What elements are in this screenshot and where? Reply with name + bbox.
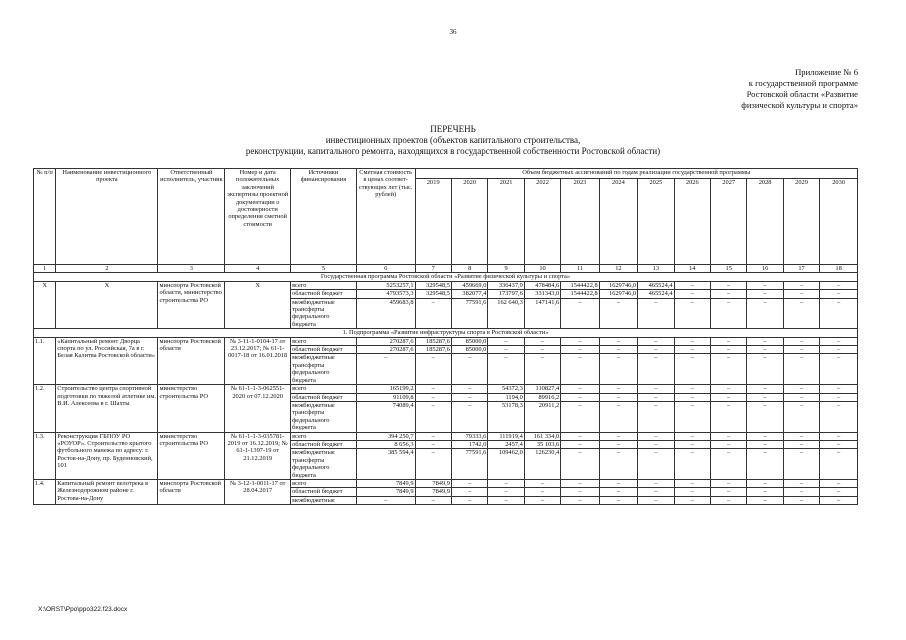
value-cell: – — [710, 432, 746, 440]
cost-cell: – — [356, 354, 415, 385]
expertise-conclusion: № 3-11-1-0104-17 от 23.12.2017; № 61-1-0017-18 от 16.01.2018 — [225, 337, 291, 384]
value-cell: 89916,2 — [524, 393, 560, 401]
value-cell: – — [488, 496, 524, 504]
table-row — [34, 432, 858, 440]
value-cell: – — [561, 449, 599, 480]
value-cell: – — [451, 354, 487, 385]
value-cell: – — [599, 393, 637, 401]
row-number: 1.3. — [34, 432, 56, 479]
funding-source: всего — [291, 337, 357, 345]
value-cell: – — [710, 281, 746, 289]
value-cell: – — [783, 496, 819, 504]
appendix-line: Приложение № 6 — [795, 67, 858, 77]
value-cell: – — [415, 449, 451, 480]
value-cell: – — [710, 354, 746, 385]
value-cell: – — [638, 298, 674, 329]
year-header: 2024 — [599, 179, 637, 265]
year-header: 2027 — [710, 179, 746, 265]
cost-cell: 7849,9 — [356, 479, 415, 487]
value-cell: – — [783, 281, 819, 289]
page-number: 36 — [449, 28, 457, 36]
cost-cell: 459683,8 — [356, 298, 415, 329]
value-cell: – — [747, 488, 783, 496]
value-cell: 79333,6 — [451, 432, 487, 440]
value-cell: 77591,6 — [451, 449, 487, 480]
cost-cell: 91109,8 — [356, 393, 415, 401]
file-path-footer: X:\ORST\Ppo\ppo322.f23.docx — [38, 606, 128, 613]
cost-cell: 394 250,7 — [356, 432, 415, 440]
expertise-conclusion: № 61-1-1-3-035781-2019 от 16.12.2019; № 61-1-1397-19 от 21.12.2019 — [225, 432, 291, 479]
value-cell: 110827,4 — [524, 385, 560, 393]
value-cell: – — [783, 290, 819, 298]
value-cell: 109462,0 — [488, 449, 524, 480]
value-cell: – — [674, 298, 710, 329]
value-cell: – — [747, 298, 783, 329]
value-cell: 329548,5 — [415, 290, 451, 298]
cost-cell: 7849,9 — [356, 488, 415, 496]
value-cell: – — [638, 496, 674, 504]
value-cell: 1544422,8 — [561, 281, 599, 289]
value-cell: – — [820, 440, 858, 448]
header-responsible: Ответственный исполнитель, участник — [158, 169, 225, 265]
value-cell: – — [488, 488, 524, 496]
column-number: 4 — [225, 265, 291, 273]
value-cell: – — [451, 488, 487, 496]
value-cell: – — [524, 496, 560, 504]
value-cell: – — [415, 298, 451, 329]
value-cell: – — [783, 440, 819, 448]
value-cell: – — [820, 346, 858, 354]
value-cell: – — [524, 479, 560, 487]
funding-source: областной бюджет — [291, 393, 357, 401]
value-cell: – — [599, 496, 637, 504]
row-number: 1.2. — [34, 385, 56, 432]
value-cell: 1194,0 — [488, 393, 524, 401]
value-cell: – — [638, 385, 674, 393]
value-cell: – — [415, 385, 451, 393]
value-cell: – — [638, 337, 674, 345]
value-cell: – — [674, 281, 710, 289]
value-cell: – — [783, 479, 819, 487]
funding-source: всего — [291, 385, 357, 393]
value-cell: – — [747, 346, 783, 354]
value-cell: 1544422,8 — [561, 290, 599, 298]
value-cell: 465524,4 — [638, 290, 674, 298]
value-cell: – — [638, 401, 674, 432]
value-cell: 147141,6 — [524, 298, 560, 329]
row-number: 1.1. — [34, 337, 56, 384]
cost-cell: 165199,2 — [356, 385, 415, 393]
value-cell: 331343,0 — [524, 290, 560, 298]
value-cell: 173797,6 — [488, 290, 524, 298]
value-cell: 77591,6 — [451, 298, 487, 329]
value-cell: – — [599, 449, 637, 480]
column-number: 12 — [599, 265, 637, 273]
appendix-line: Ростовской области «Развитие — [746, 89, 858, 99]
value-cell: – — [561, 354, 599, 385]
subprogram-title: 1. Подпрограмма «Развитие инфраструктуры спорта в Ростовской области» — [34, 329, 858, 337]
value-cell: – — [747, 496, 783, 504]
value-cell: – — [488, 479, 524, 487]
value-cell: – — [638, 346, 674, 354]
value-cell: – — [710, 337, 746, 345]
value-cell: – — [561, 346, 599, 354]
value-cell: 53178,3 — [488, 401, 524, 432]
value-cell: – — [710, 298, 746, 329]
funding-source: областной бюджет — [291, 290, 357, 298]
row-number: Х — [34, 281, 56, 328]
year-header: 2025 — [638, 179, 674, 265]
column-number: 7 — [415, 265, 451, 273]
value-cell: – — [710, 449, 746, 480]
table-row — [34, 479, 858, 487]
header-num: № п/п — [34, 169, 56, 265]
value-cell: – — [710, 385, 746, 393]
value-cell: – — [674, 479, 710, 487]
cost-cell: 4793573,3 — [356, 290, 415, 298]
value-cell: – — [638, 432, 674, 440]
value-cell: – — [451, 496, 487, 504]
year-header: 2019 — [415, 179, 451, 265]
value-cell: – — [783, 401, 819, 432]
funding-source: межбюджетные — [291, 496, 357, 504]
program-title: Государственная программа Ростовской области «Развитие физической культуры и спорта» — [34, 273, 858, 281]
column-number: 14 — [674, 265, 710, 273]
value-cell: – — [747, 354, 783, 385]
value-cell: 162 640,3 — [488, 298, 524, 329]
value-cell: – — [638, 354, 674, 385]
program-title-row — [34, 273, 858, 281]
value-cell: – — [783, 298, 819, 329]
value-cell: – — [710, 479, 746, 487]
value-cell: 1742,0 — [451, 440, 487, 448]
value-cell: – — [599, 354, 637, 385]
value-cell: – — [599, 401, 637, 432]
value-cell: – — [599, 488, 637, 496]
table-row — [34, 337, 858, 345]
value-cell: – — [451, 393, 487, 401]
value-cell: – — [747, 432, 783, 440]
column-number: 1 — [34, 265, 56, 273]
value-cell: – — [674, 354, 710, 385]
value-cell: – — [747, 401, 783, 432]
year-header: 2020 — [451, 179, 487, 265]
funding-source: межбюджетные трансферты федерального бюджета — [291, 298, 357, 329]
value-cell: – — [638, 440, 674, 448]
value-cell: – — [820, 401, 858, 432]
value-cell: – — [638, 393, 674, 401]
project-name: «Капитальный ремонт Дворца спорта по ул. Российская, 7а в г. Белая Калитва Ростовской области» — [56, 337, 158, 384]
value-cell: – — [524, 337, 560, 345]
value-cell: – — [561, 440, 599, 448]
value-cell: – — [820, 337, 858, 345]
value-cell: 7849,9 — [415, 488, 451, 496]
value-cell: 85000,0 — [451, 337, 487, 345]
responsible-executor: министерство строительства РО — [158, 385, 225, 432]
value-cell: – — [710, 290, 746, 298]
value-cell: 459669,0 — [451, 281, 487, 289]
value-cell: – — [415, 440, 451, 448]
value-cell: – — [820, 385, 858, 393]
value-cell: – — [451, 479, 487, 487]
cost-cell: 8 656,3 — [356, 440, 415, 448]
value-cell: 1629746,0 — [599, 281, 637, 289]
value-cell: – — [561, 385, 599, 393]
value-cell: 126230,4 — [524, 449, 560, 480]
header-cost: Сметная стоимость в ценах соответ-ствующих лет (тыс. рублей) — [356, 169, 415, 265]
value-cell: – — [783, 488, 819, 496]
value-cell: – — [524, 354, 560, 385]
value-cell: – — [488, 337, 524, 345]
value-cell: – — [599, 298, 637, 329]
value-cell: – — [674, 432, 710, 440]
responsible-executor: минспорта Ростовской области — [158, 337, 225, 384]
value-cell: – — [674, 393, 710, 401]
column-number: 6 — [356, 265, 415, 273]
value-cell: – — [710, 401, 746, 432]
value-cell: – — [488, 354, 524, 385]
subprogram-title-row — [34, 329, 858, 337]
value-cell: – — [710, 496, 746, 504]
year-header: 2026 — [674, 179, 710, 265]
column-number: 15 — [710, 265, 746, 273]
value-cell: – — [561, 496, 599, 504]
value-cell: – — [561, 432, 599, 440]
document-subtitle: инвестиционных проектов (объектов капитального строительства, — [325, 135, 581, 145]
value-cell: – — [674, 337, 710, 345]
value-cell: – — [747, 393, 783, 401]
value-cell: 54372,3 — [488, 385, 524, 393]
column-number: 9 — [488, 265, 524, 273]
value-cell: – — [820, 496, 858, 504]
value-cell: – — [599, 432, 637, 440]
value-cell: – — [783, 432, 819, 440]
row-number: 1.4. — [34, 479, 56, 504]
cost-cell: 270287,6 — [356, 346, 415, 354]
funding-source: областной бюджет — [291, 488, 357, 496]
responsible-executor: минспорта Ростовской области — [158, 479, 225, 504]
funding-source: всего — [291, 281, 357, 289]
appendix-line: физической культуры и спорта» — [741, 100, 858, 110]
value-cell: 329548,5 — [415, 281, 451, 289]
value-cell: – — [415, 432, 451, 440]
value-cell: – — [783, 346, 819, 354]
value-cell: – — [747, 479, 783, 487]
cost-cell: – — [356, 496, 415, 504]
column-number: 3 — [158, 265, 225, 273]
project-name: Капитальный ремонт велотрека в Железнодорожном районе г. Ростова-на-Дону — [56, 479, 158, 504]
value-cell: 85000,0 — [451, 346, 487, 354]
value-cell: – — [524, 346, 560, 354]
column-number: 2 — [56, 265, 158, 273]
value-cell: – — [638, 488, 674, 496]
value-cell: – — [747, 337, 783, 345]
value-cell: – — [561, 479, 599, 487]
value-cell: – — [561, 401, 599, 432]
header-source: Источники финансирования — [291, 169, 357, 265]
cost-cell: 270287,6 — [356, 337, 415, 345]
document-subtitle: реконструкции, капитального ремонта, находящихся в государственной собственности Ростовской области) — [245, 146, 661, 156]
value-cell: – — [747, 449, 783, 480]
value-cell: 2457,4 — [488, 440, 524, 448]
value-cell: – — [710, 346, 746, 354]
value-cell: – — [674, 385, 710, 393]
value-cell: – — [820, 479, 858, 487]
value-cell: – — [488, 346, 524, 354]
value-cell: 1629746,0 — [599, 290, 637, 298]
expertise-conclusion: № 3-12-1-0011-17 от 28.04.2017 — [225, 479, 291, 504]
column-number: 11 — [561, 265, 599, 273]
header-volume: Объем бюджетных ассигнований по годам реализации государственной программы — [415, 169, 857, 179]
value-cell: – — [599, 440, 637, 448]
expertise-conclusion: № 61-1-1-3-062551-2020 от 07.12.2020 — [225, 385, 291, 432]
value-cell: 478484,6 — [524, 281, 560, 289]
funding-source: областной бюджет — [291, 346, 357, 354]
expertise-conclusion: Х — [225, 281, 291, 328]
funding-source: всего — [291, 432, 357, 440]
value-cell: – — [783, 354, 819, 385]
value-cell: 35 103,6 — [524, 440, 560, 448]
value-cell: – — [783, 393, 819, 401]
column-number-row — [34, 265, 858, 273]
value-cell: – — [451, 401, 487, 432]
value-cell: – — [561, 488, 599, 496]
table-body — [34, 273, 858, 505]
value-cell: – — [710, 488, 746, 496]
appendix-header — [688, 67, 858, 111]
value-cell: 336437,9 — [488, 281, 524, 289]
value-cell: – — [599, 346, 637, 354]
value-cell: – — [674, 290, 710, 298]
value-cell: – — [820, 432, 858, 440]
value-cell: 20911,2 — [524, 401, 560, 432]
value-cell: – — [747, 290, 783, 298]
column-number: 10 — [524, 265, 560, 273]
responsible-executor: министерство строительства РО — [158, 432, 225, 479]
value-cell: – — [820, 290, 858, 298]
value-cell: – — [638, 479, 674, 487]
funding-source: всего — [291, 479, 357, 487]
value-cell: – — [599, 479, 637, 487]
project-name: Строительство центра спортивной подготовки по тяжелой атлетике им. В.И. Алексеева в г. Шахты — [56, 385, 158, 432]
value-cell: – — [638, 449, 674, 480]
table-row — [34, 385, 858, 393]
value-cell: – — [415, 354, 451, 385]
value-cell: 382077,4 — [451, 290, 487, 298]
document-title: ПЕРЕЧЕНЬ — [430, 124, 476, 134]
value-cell: – — [674, 449, 710, 480]
cost-cell: 74089,4 — [356, 401, 415, 432]
value-cell: 185287,6 — [415, 337, 451, 345]
value-cell: – — [820, 488, 858, 496]
value-cell: – — [561, 298, 599, 329]
value-cell: 111919,4 — [488, 432, 524, 440]
year-header: 2021 — [488, 179, 524, 265]
value-cell: – — [710, 393, 746, 401]
value-cell: – — [820, 354, 858, 385]
value-cell: – — [599, 385, 637, 393]
cost-cell: 385 594,4 — [356, 449, 415, 480]
funding-source: межбюджетные трансферты федерального бюджета — [291, 354, 357, 385]
value-cell: – — [783, 337, 819, 345]
value-cell: – — [783, 449, 819, 480]
column-number: 5 — [291, 265, 357, 273]
value-cell: – — [820, 449, 858, 480]
project-name: Х — [56, 281, 158, 328]
value-cell: – — [524, 488, 560, 496]
year-header: 2022 — [524, 179, 560, 265]
header-name: Наименование инвестиционного проекта — [56, 169, 158, 265]
year-header: 2028 — [747, 179, 783, 265]
cost-cell: 5253257,1 — [356, 281, 415, 289]
value-cell: – — [415, 393, 451, 401]
year-header: 2029 — [783, 179, 819, 265]
value-cell: – — [747, 440, 783, 448]
value-cell: – — [674, 440, 710, 448]
column-number: 8 — [451, 265, 487, 273]
column-number: 16 — [747, 265, 783, 273]
header-expertise: Номер и дата положительных заключений экспертизы проектной документации о достоверности определения сметной стоимости — [225, 169, 291, 265]
value-cell: – — [820, 393, 858, 401]
value-cell: 185287,6 — [415, 346, 451, 354]
column-number: 17 — [783, 265, 819, 273]
value-cell: – — [561, 337, 599, 345]
funding-source: областной бюджет — [291, 440, 357, 448]
funding-source: межбюджетные трансферты федерального бюджета — [291, 401, 357, 432]
value-cell: – — [674, 401, 710, 432]
table-row — [34, 281, 858, 289]
value-cell: – — [747, 281, 783, 289]
appendix-line: к государственной программе — [748, 78, 858, 88]
funding-source: межбюджетные трансферты федерального бюджета — [291, 449, 357, 480]
value-cell: – — [415, 401, 451, 432]
value-cell: 465524,4 — [638, 281, 674, 289]
value-cell: – — [710, 440, 746, 448]
value-cell: – — [674, 496, 710, 504]
value-cell: – — [674, 346, 710, 354]
value-cell: – — [747, 385, 783, 393]
year-header: 2030 — [820, 179, 858, 265]
column-number: 18 — [820, 265, 858, 273]
project-name: Реконструкция ГБПОУ РО «РОУОР». Строительство крытого футбольного манежа по адресу: г. Ростов-на-Дону, пр. Буденновский, 101 — [56, 432, 158, 479]
column-number: 13 — [638, 265, 674, 273]
value-cell: – — [783, 385, 819, 393]
value-cell: 161 334,0 — [524, 432, 560, 440]
value-cell: – — [451, 385, 487, 393]
value-cell: – — [561, 393, 599, 401]
year-header: 2023 — [561, 179, 599, 265]
value-cell: – — [415, 496, 451, 504]
responsible-executor: минспорта Ростовской области, министерство строительства РО — [158, 281, 225, 328]
value-cell: 7849,9 — [415, 479, 451, 487]
investment-projects-table — [33, 168, 858, 505]
value-cell: – — [820, 281, 858, 289]
value-cell: – — [820, 298, 858, 329]
value-cell: – — [674, 488, 710, 496]
value-cell: – — [599, 337, 637, 345]
